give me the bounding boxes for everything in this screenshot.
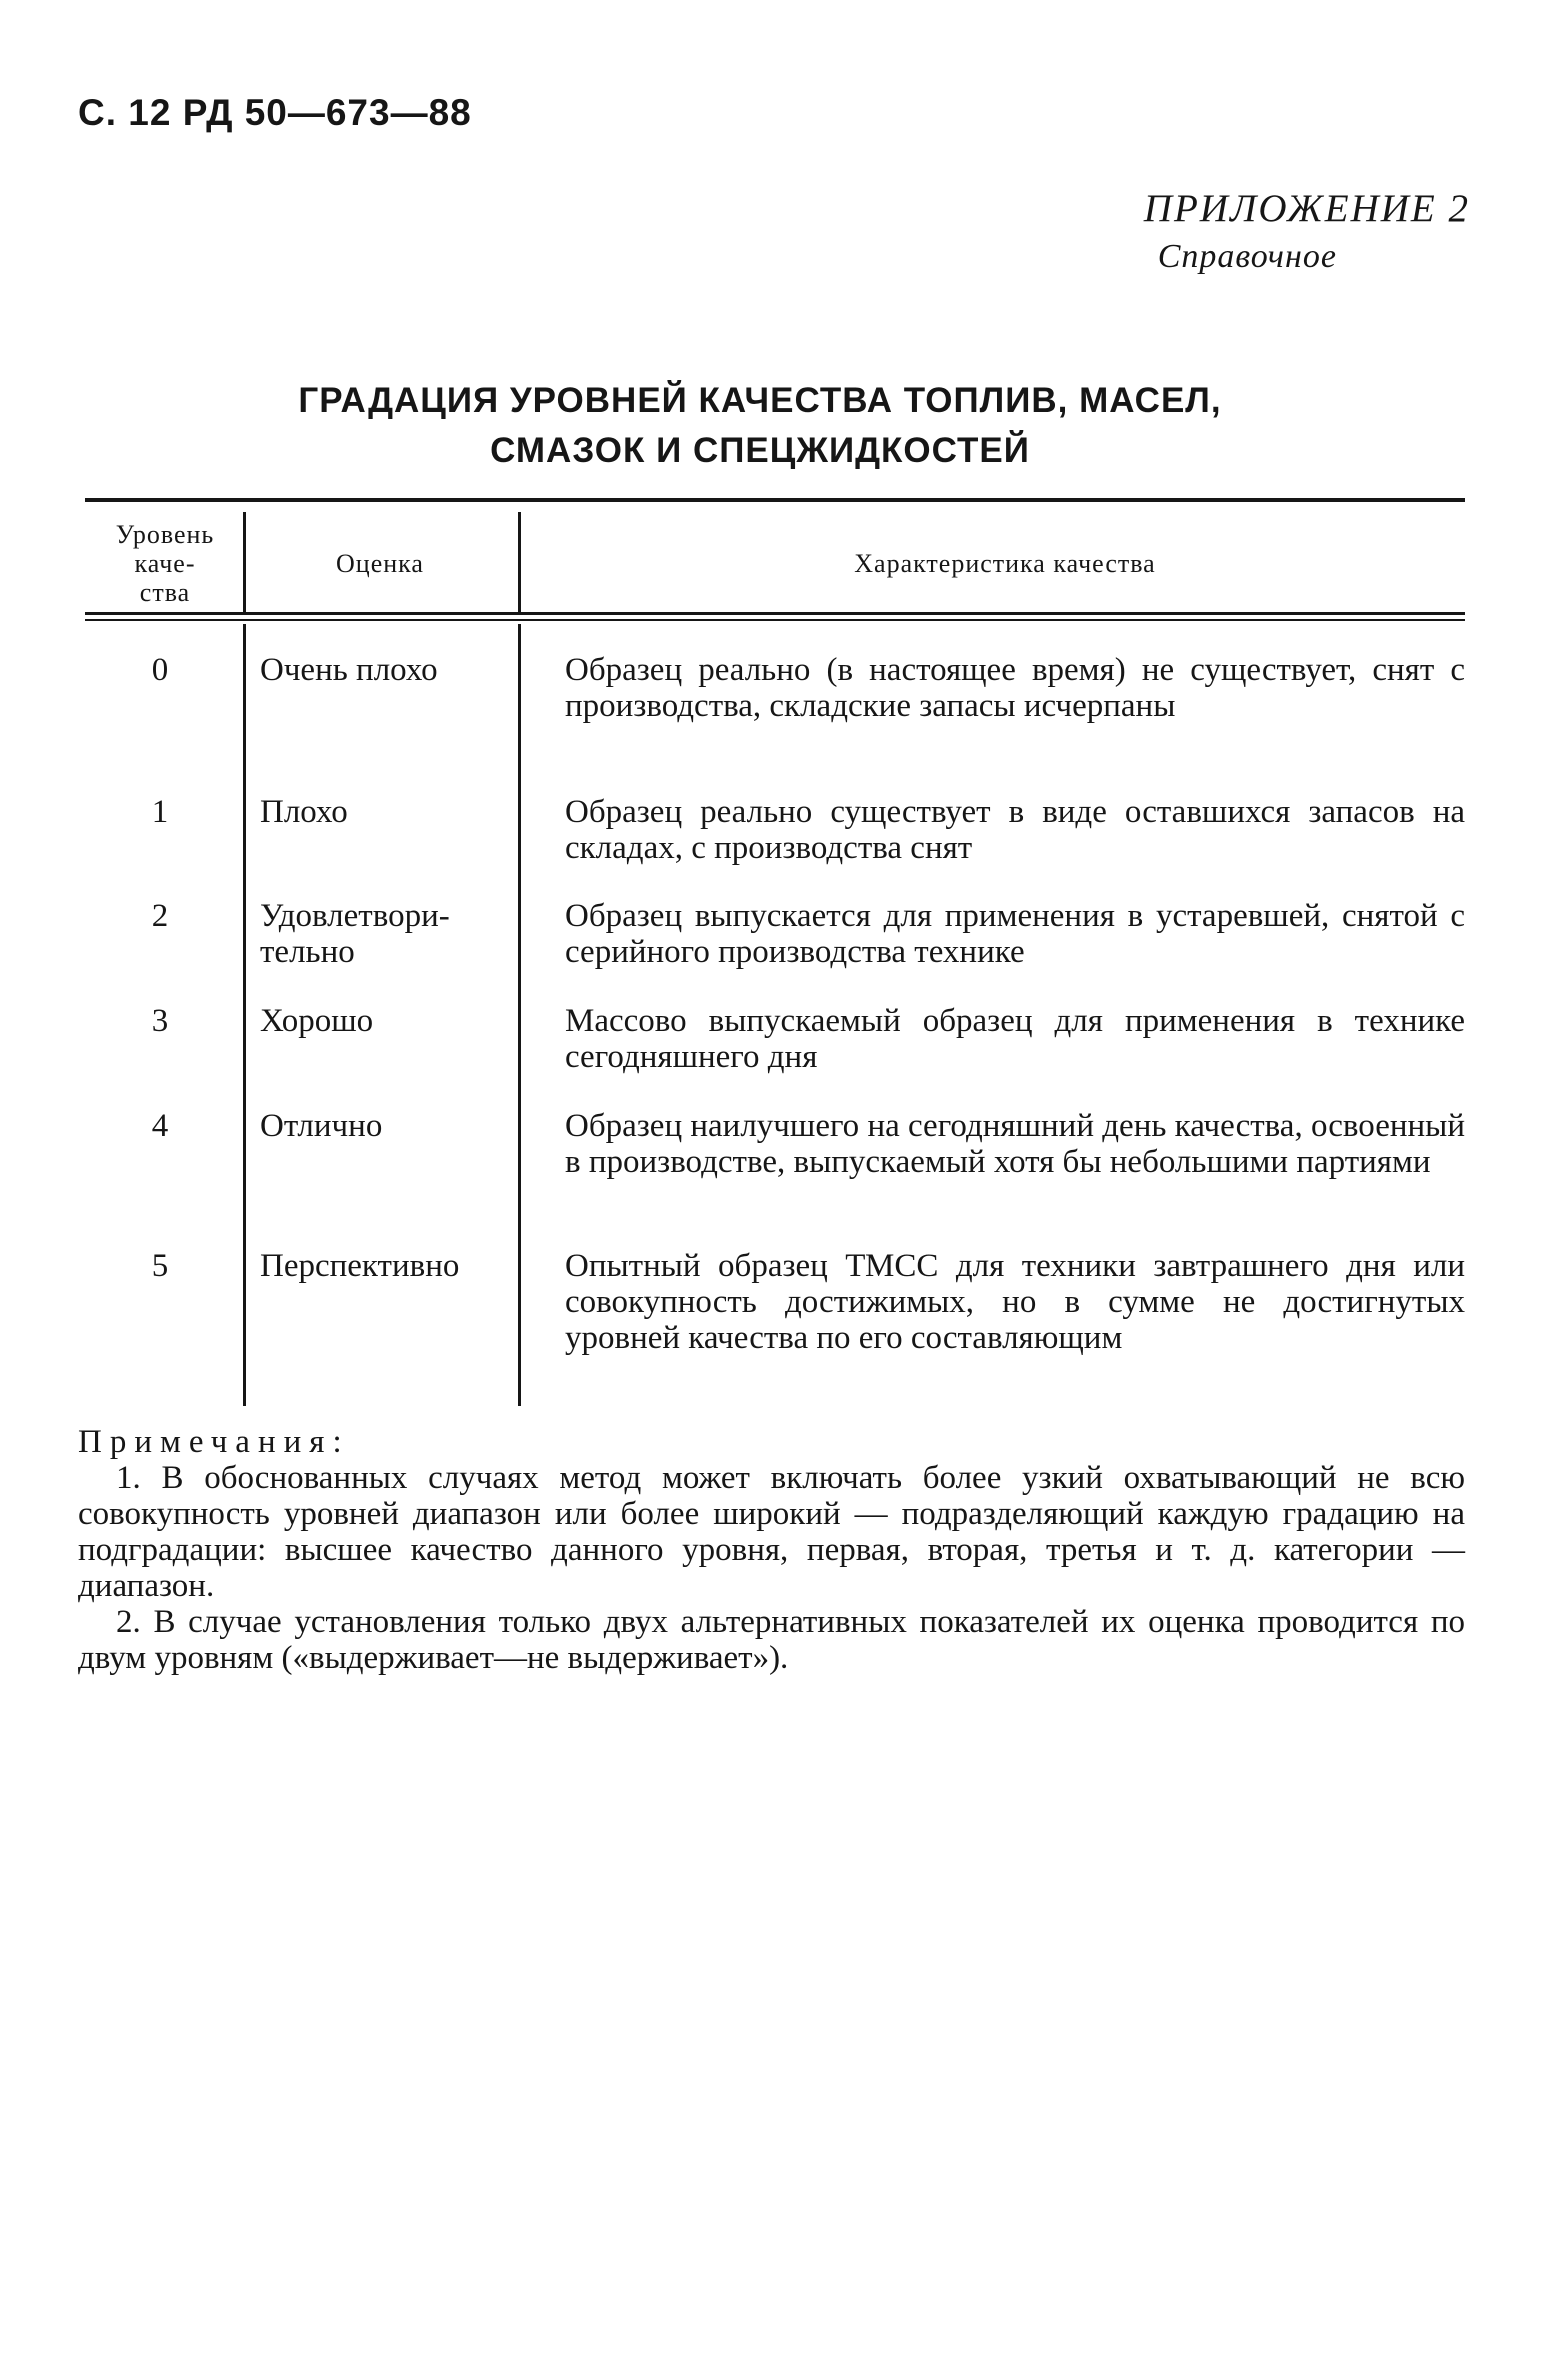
row-1-grade: Плохо	[260, 794, 348, 830]
column-divider-2-body	[518, 624, 521, 1406]
title-line-1: ГРАДАЦИЯ УРОВНЕЙ КАЧЕСТВА ТОПЛИВ, МАСЕЛ,	[298, 381, 1222, 420]
title-line-2: СМАЗОК И СПЕЦЖИДКОСТЕЙ	[490, 431, 1030, 470]
column-header-grade: Оценка	[336, 549, 424, 578]
row-4-description: Образец наилучшего на сегодняшний день качества, освоенный в производстве, выпускаемый хотя бы небольшими партиями	[565, 1108, 1465, 1180]
note-1: 1. В обоснованных случаях метод может включать более узкий охватывающий не всю совокупность уровней диапазон или более широкий — подразделяющий каждую градацию на подградации: высшее качество данного уровня, первая, вторая, третья и т. д. категории — диапазон.	[78, 1460, 1465, 1604]
row-0-level: 0	[151, 652, 169, 688]
row-3-level: 3	[151, 1003, 169, 1039]
reference-label: Справочное	[1157, 238, 1337, 275]
row-0-grade: Очень плохо	[260, 652, 438, 688]
table-header-rule-1	[85, 612, 1465, 615]
notes-heading: Примечания:	[78, 1424, 350, 1460]
row-4-grade: Отлично	[260, 1108, 383, 1144]
column-divider-2	[518, 512, 521, 612]
notes-section	[78, 1424, 1465, 1676]
row-2-description: Образец выпускается для применения в устаревшей, снятой с серийного производства технике	[565, 898, 1465, 970]
row-1-description: Образец реально существует в виде оставшихся запасов на складах, с производства снят	[565, 794, 1465, 866]
page-title	[180, 376, 1340, 476]
row-1-level: 1	[151, 794, 169, 830]
column-divider-1-body	[243, 624, 246, 1406]
document-code: С. 12 РД 50—673—88	[78, 92, 472, 133]
column-header-description: Характеристика качества	[854, 549, 1156, 578]
row-2-level: 2	[151, 898, 169, 934]
row-5-grade: Перспективно	[260, 1248, 460, 1284]
row-4-level: 4	[151, 1108, 169, 1144]
appendix-label: ПРИЛОЖЕНИЕ 2	[1143, 187, 1470, 230]
row-0-description: Образец реально (в настоящее время) не существует, снят с производства, складские запасы исчерпаны	[565, 652, 1465, 724]
row-3-grade: Хорошо	[260, 1003, 374, 1039]
column-divider-1	[243, 512, 246, 612]
row-5-description: Опытный образец ТМСС для техники завтрашнего дня или совокупность достижимых, но в сумме не достигнутых уровней качества по его составляющим	[565, 1248, 1465, 1356]
note-2: 2. В случае установления только двух альтернативных показателей их оценка проводится по двум уровням («выдерживает—не выдерживает»).	[78, 1604, 1465, 1676]
column-header-level: Уровень каче- ства	[115, 520, 215, 607]
table-top-rule	[85, 498, 1465, 502]
table-header-rule-2	[85, 619, 1465, 621]
row-2-grade: Удовлетвори-тельно	[260, 898, 450, 970]
row-5-level: 5	[151, 1248, 169, 1284]
row-3-description: Массово выпускаемый образец для применения в технике сегодняшнего дня	[565, 1003, 1465, 1075]
